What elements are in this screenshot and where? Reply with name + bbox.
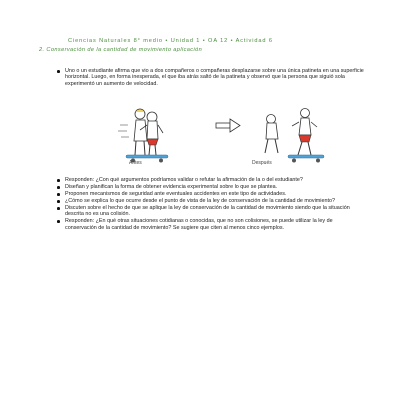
before-figure	[118, 109, 168, 163]
before-caption: Antes	[129, 160, 142, 166]
skateboard-illustration	[118, 105, 348, 167]
after-figure	[265, 109, 324, 163]
list-item: Proponen mecanismos de seguridad ante eventuales accidentes en este tipo de actividades.	[55, 191, 365, 197]
list-item: ¿Cómo se explica lo que ocurre desde el punto de vista de la ley de conservación de la cantidad de movimiento?	[55, 198, 365, 204]
activity-list	[55, 177, 365, 232]
intro-list	[55, 68, 365, 87]
list-item: Responden: ¿Con qué argumentos podríamos validar o refutar la afirmación de la o del estudiante?	[55, 177, 365, 183]
right-arrow-icon	[216, 119, 240, 132]
header-title: Ciencias Naturales 8° medio • Unidad 1 • OA 12 • Actividad 6	[68, 38, 273, 44]
list-item: Responden: ¿En qué otras situaciones cotidianas o conocidas, que no son colisiones, se puede utilizar la ley de conservación de la cantidad de movimiento? Se sugiere que citen al menos cinco ejemplos.	[55, 218, 365, 231]
section-heading: 2. Conservación de la cantidad de movimiento aplicación	[39, 47, 203, 53]
list-item: Discuten sobre el hecho de que se aplique la ley de conservación de la cantidad de movimiento siendo que la situación descrita no es una colisión.	[55, 205, 365, 218]
intro-bullet: Uno o un estudiante afirma que vio a dos compañeros o compañeras desplazarse sobre una única patineta en una superficie horizontal. Luego, en forma inesperada, el que iba atrás saltó de la patineta y observó que la persona que siguió sola experimentó un aumento de velocidad.	[55, 68, 365, 87]
list-item: Diseñan y planifican la forma de obtener evidencia experimental sobre lo que se plantea.	[55, 184, 365, 190]
after-caption: Después	[252, 160, 272, 166]
